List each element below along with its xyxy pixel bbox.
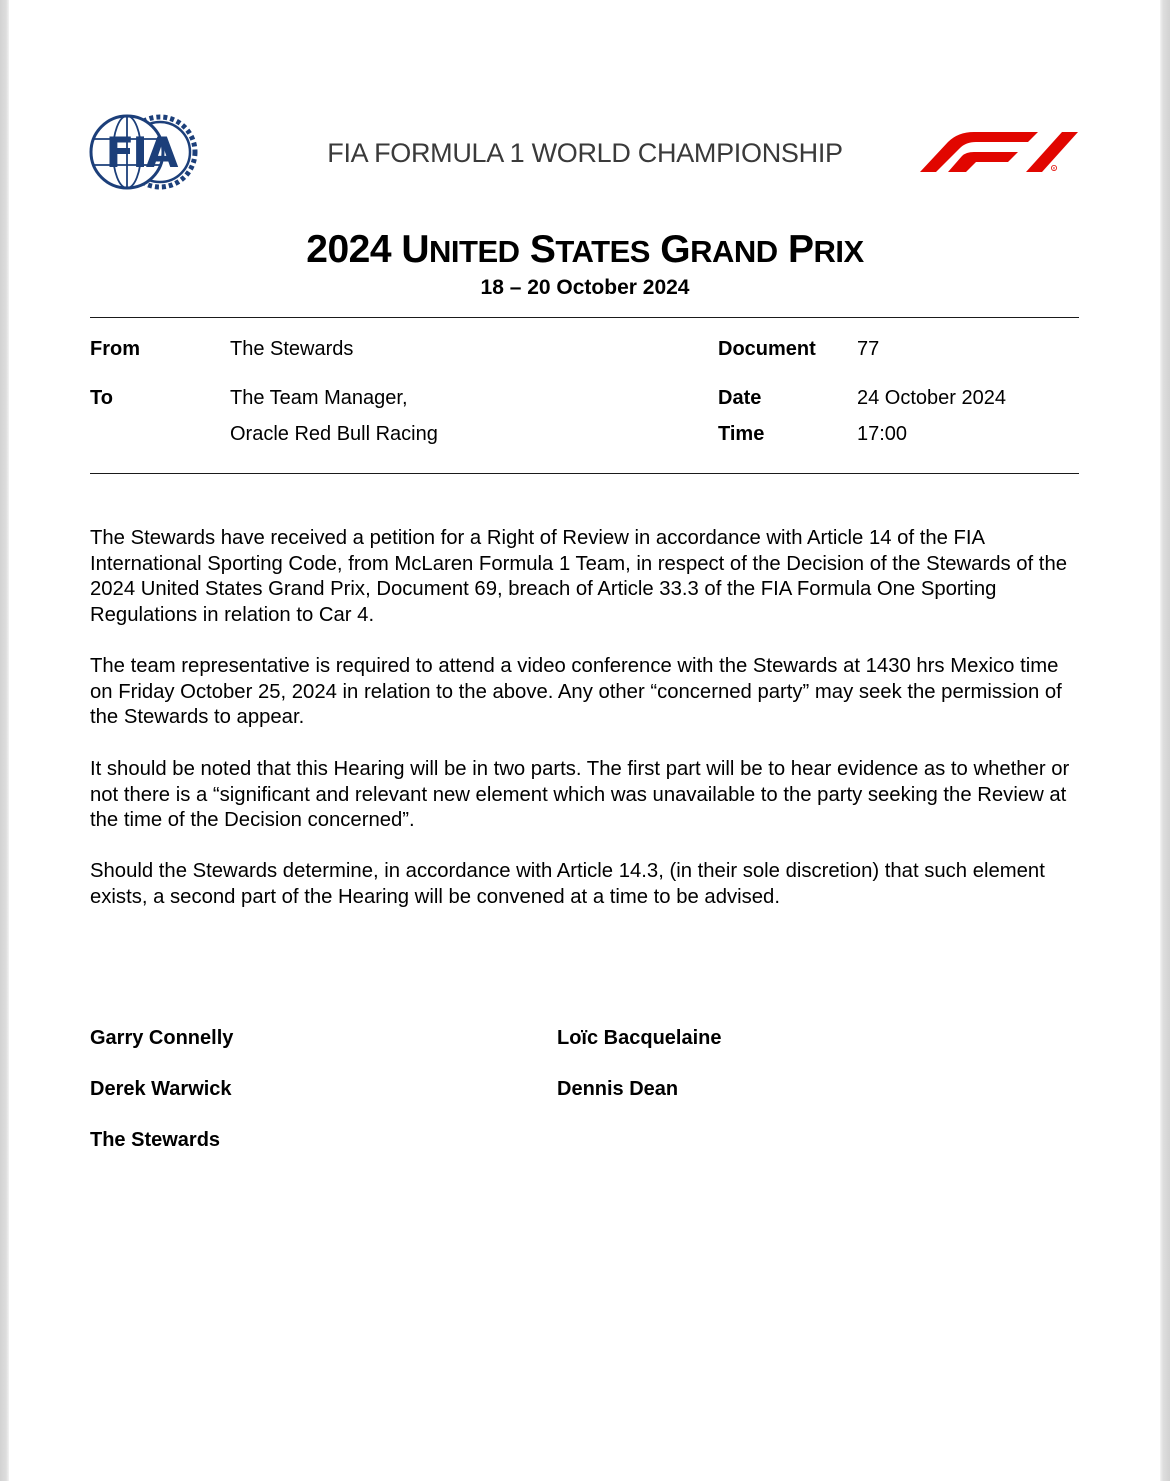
signature-block-title: The Stewards [90,1129,221,1151]
title-year: 2024 [306,228,392,271]
body-paragraph-4: Should the Stewards determine, in accordance with Article 14.3, (in their sole discretion) that such element exists, a second part of the Hearing will be convened at a time to be advised. [90,860,1045,908]
document-number: 77 [857,338,880,360]
title-word-4: PRIX [788,228,864,271]
signatory-name: Loïc Bacquelaine [557,1027,722,1049]
to-value-line2: Oracle Red Bull Racing [230,423,438,445]
f1-logo-f-bar [948,152,1018,172]
title-word-2: STATES [529,228,650,271]
from-value: The Stewards [230,338,354,360]
body-paragraph-2: The team representative is required to attend a video conference with the Stewards at 1430 hrs Mexico time on Friday October 25, 2024 in relation to the above. Any other “concerned party” may seek the permission of the Stewards to appear. [90,655,1062,728]
from-label: From [90,338,140,360]
header-top-rule [90,317,1079,318]
date-label: Date [718,387,762,409]
event-dates: 18 – 20 October 2024 [480,276,690,299]
date-value: 24 October 2024 [857,387,1006,409]
time-value: 17:00 [857,423,908,445]
fia-logo [89,113,201,191]
header-bottom-rule [90,473,1079,474]
viewer-left-edge [0,0,9,1481]
signatory-name: Dennis Dean [557,1078,679,1100]
svg-text:R: R [1052,166,1056,171]
championship-heading: FIA FORMULA 1 WORLD CHAMPIONSHIP [327,138,843,168]
title-word-1: UNITED [401,228,520,271]
fia-logo-text: FIA [105,128,177,177]
document-page [9,0,1160,1481]
signatory-name: Garry Connelly [90,1027,234,1049]
title-word-3: GRAND [660,228,778,271]
to-label: To [90,387,113,409]
body-paragraph-1: The Stewards have received a petition for a Right of Review in accordance with Article 14 of the FIA International Sporting Code, from McLaren Formula 1 Team, in respect of the Decision of the Stewards of the 2024 United States Grand Prix, Document 69, breach of Article 33.3 of the FIA Formula One Sporting Regulations in relation to Car 4. [90,527,1068,626]
document-label: Document [718,338,816,360]
event-title [0,228,1170,272]
f1-logo [918,128,1082,174]
body-paragraph-3: It should be noted that this Hearing will be in two parts. The first part will be to hear evidence as to whether or not there is a “significant and relevant new element which was unavailable to the party seeking the Review at the time of the Decision concerned”. [90,758,1070,831]
signatory-name: Derek Warwick [90,1078,232,1100]
viewer-right-edge [1160,0,1170,1481]
time-label: Time [718,423,765,445]
to-value-line1: The Team Manager, [230,387,408,409]
